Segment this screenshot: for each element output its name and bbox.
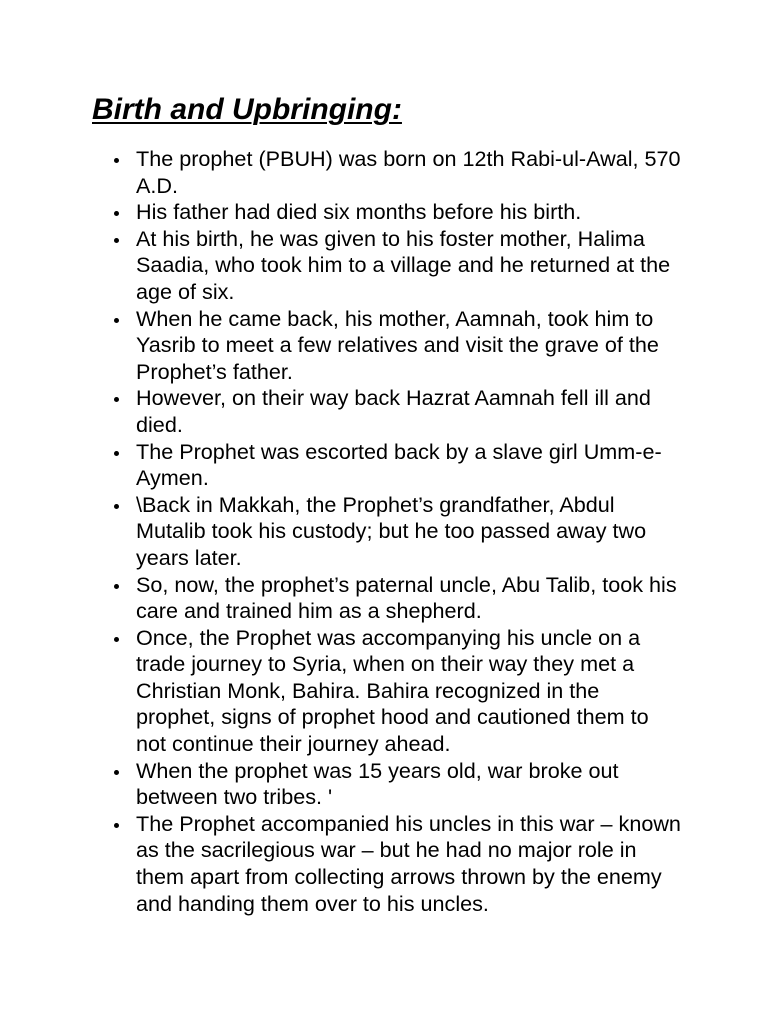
bullet-item [136,385,684,438]
bullet-text: When the prophet was 15 years old, war broke out between two tribes. ' [136,757,619,810]
bullet-text: However, on their way back Hazrat Aamnah fell ill and died. [136,385,651,437]
bullet-item [136,625,684,758]
bullet-icon [114,584,119,589]
bullet-list [136,146,684,917]
bullet-icon [114,451,119,456]
bullet-item [136,199,684,226]
bullet-text: His father had died six months before his birth. [136,199,582,225]
bullet-icon [114,397,119,402]
bullet-text: At his birth, he was given to his foster mother, Halima Saadia, who took him to a village and he returned at the age of six. [136,225,671,304]
section-heading: Birth and Upbringing: [92,93,402,126]
bullet-item [136,492,684,572]
bullet-item [136,811,684,917]
bullet-icon [114,158,119,163]
bullet-text: The Prophet was escorted back by a slave girl Umm-e-Aymen. [136,438,662,491]
bullet-text: The Prophet accompanied his uncles in this war – known as the sacrilegious war – but he had no major role in them apart from collecting arrows thrown by the enemy and handing them over to his uncles. [136,810,681,916]
bullet-icon [114,238,119,243]
bullet-item [136,306,684,386]
bullet-text: So, now, the prophet’s paternal uncle, Abu Talib, took his care and trained him as a shepherd. [136,571,677,624]
bullet-icon [114,318,119,323]
bullet-text: Once, the Prophet was accompanying his uncle on a trade journey to Syria, when on their way they met a Christian Monk, Bahira. Bahira recognized in the prophet, signs of prophet hood and cautioned them to not continue their journey ahead. [136,624,649,757]
bullet-text: The prophet (PBUH) was born on 12th Rabi-ul-Awal, 570 A.D. [136,146,681,198]
bullet-item [136,758,684,811]
bullet-item [136,146,684,199]
bullet-icon [114,770,119,775]
bullet-item [136,226,684,306]
bullet-icon [114,637,119,642]
bullet-text: When he came back, his mother, Aamnah, took him to Yasrib to meet a few relatives and visit the grave of the Prophet’s father. [136,305,659,384]
bullet-icon [114,211,119,216]
bullet-icon [114,823,119,828]
bullet-item [136,439,684,492]
bullet-icon [114,504,119,509]
bullet-item [136,572,684,625]
bullet-text: \Back in Makkah, the Prophet’s grandfather, Abdul Mutalib took his custody; but he too passed away two years later. [136,491,647,570]
